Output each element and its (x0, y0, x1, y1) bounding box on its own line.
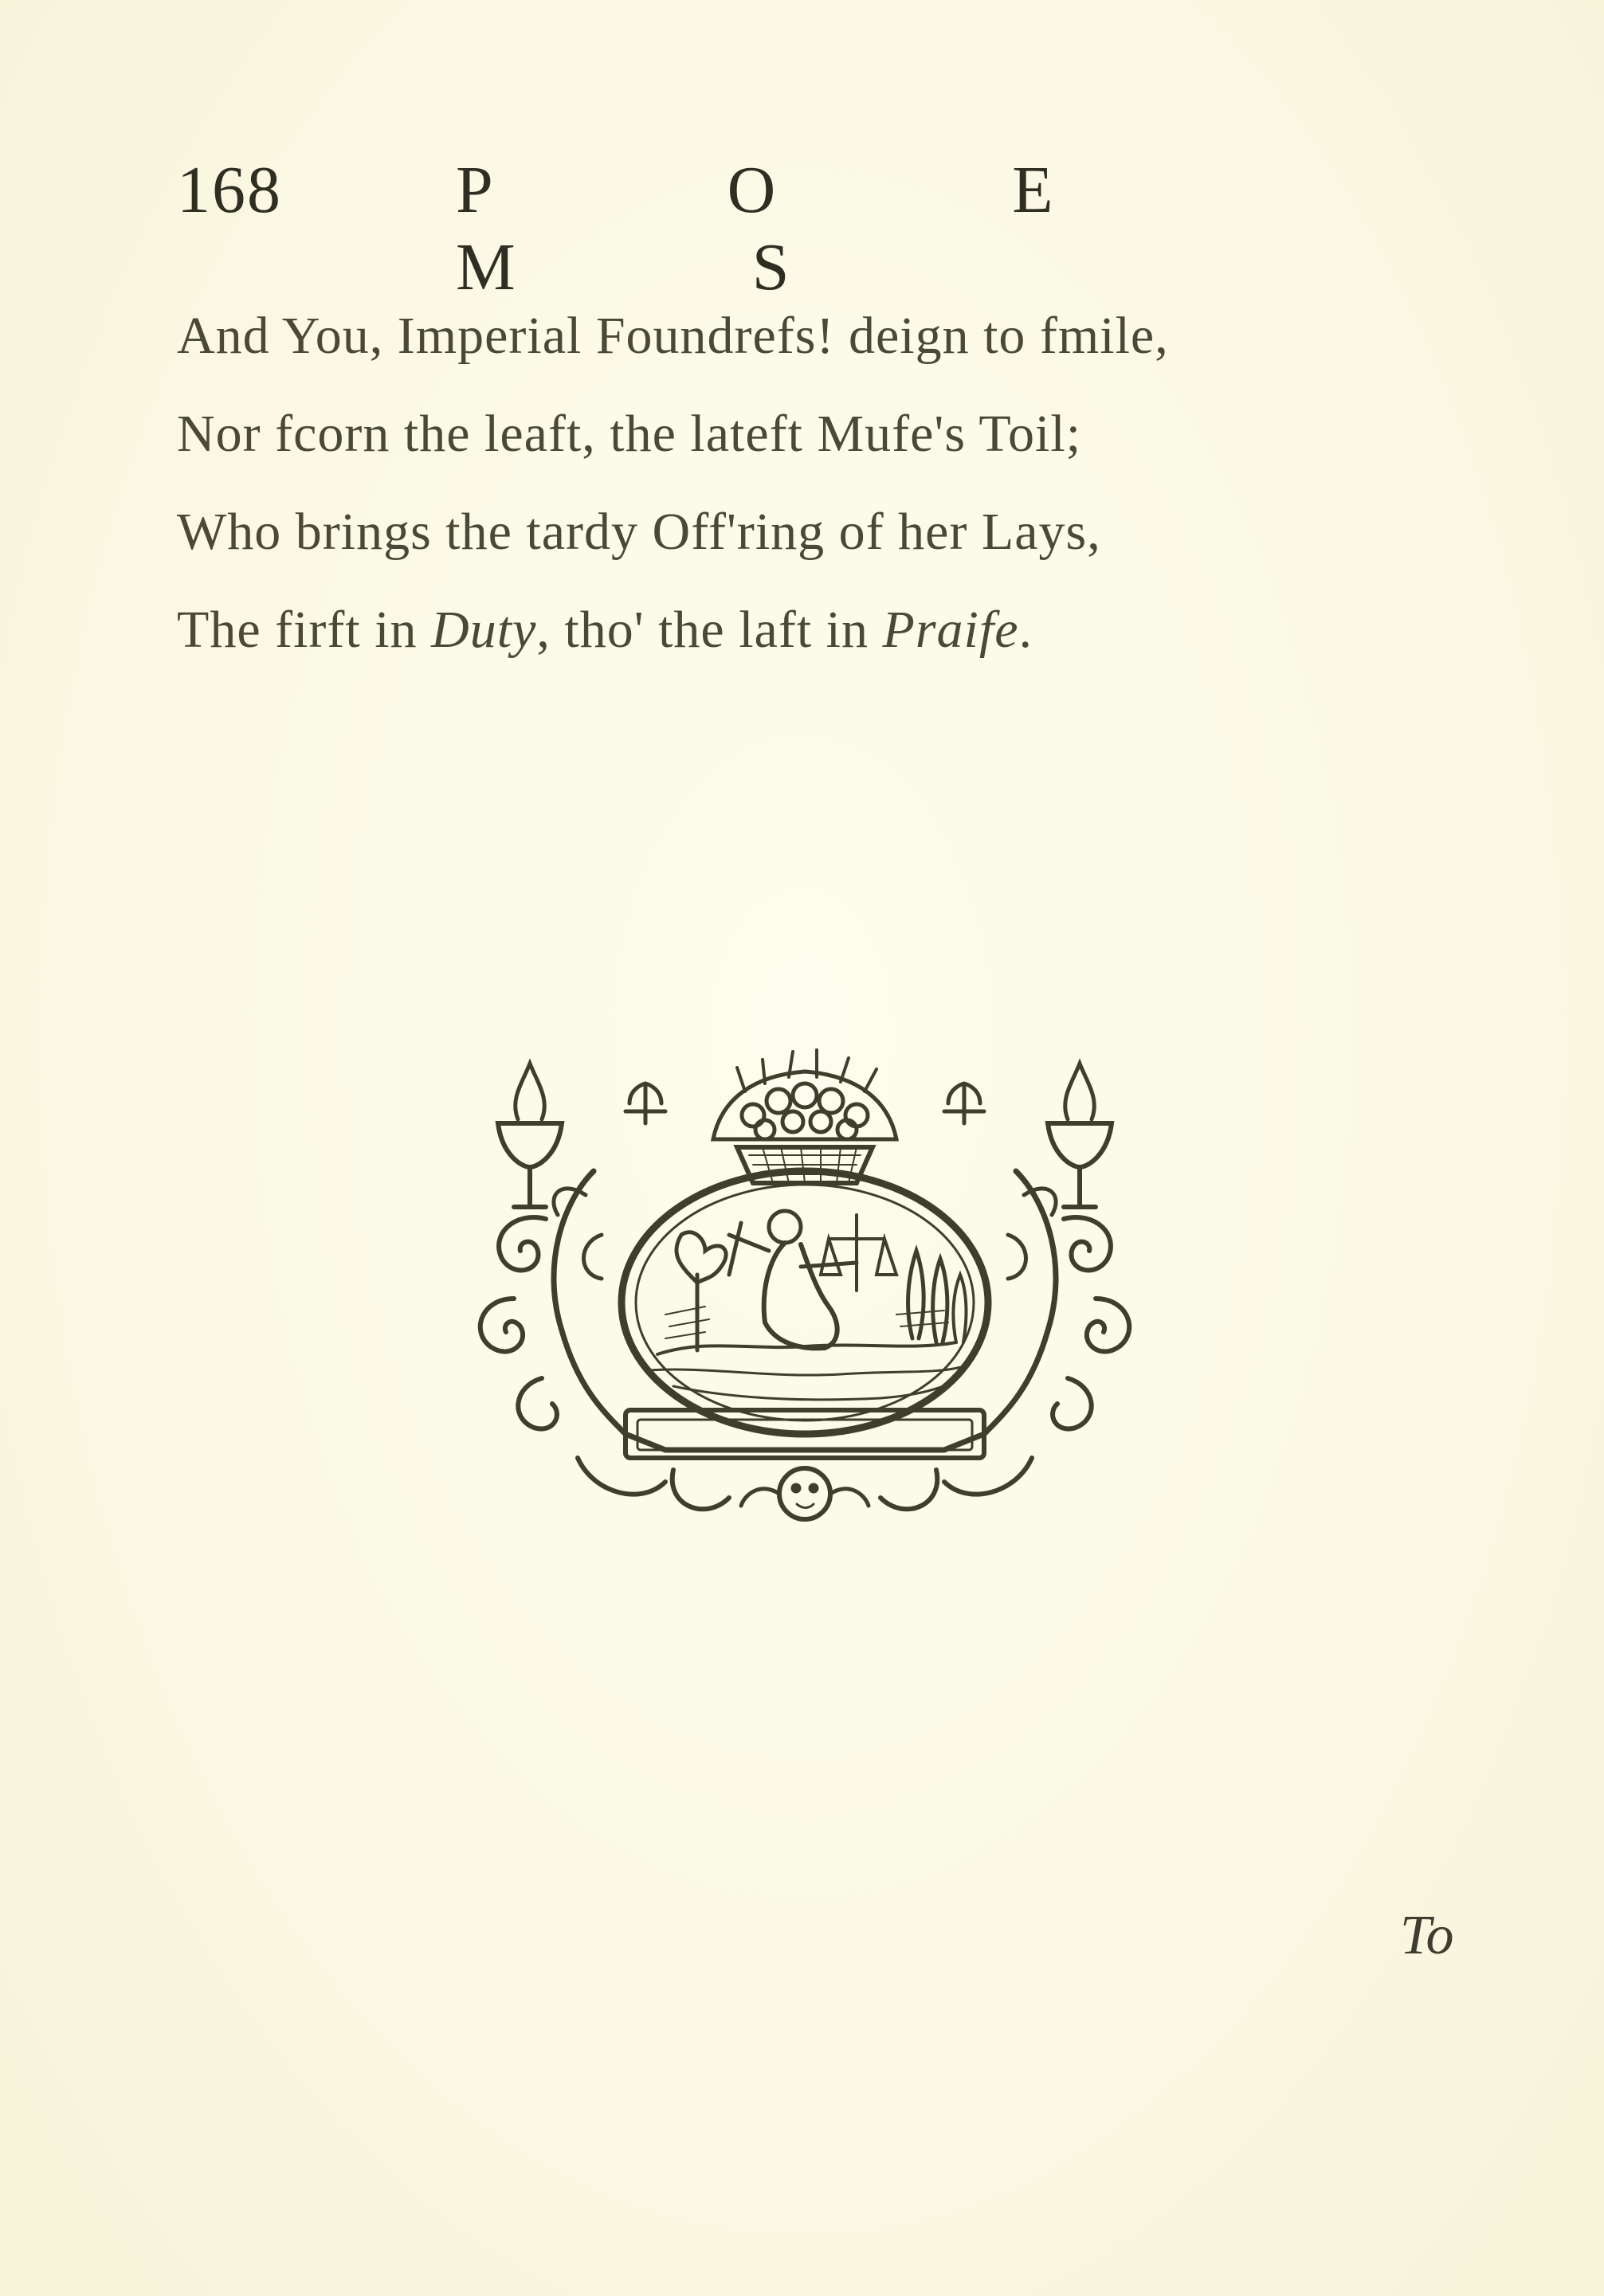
verse-stanza (177, 287, 1372, 679)
verse-line-4-middle: , tho' the laft in (536, 601, 883, 659)
italic-praise: Praife (882, 601, 1019, 659)
verse-line-3: Who brings the tardy Off'ring of her Lays, (177, 503, 1101, 561)
verse-line-4 (177, 581, 1372, 679)
verse-line-4-start: The firft in (177, 601, 432, 659)
catchword: To (1400, 1905, 1454, 1966)
verse-line-1: And You, Imperial Foundrefs! deign to fmile, (177, 307, 1169, 365)
verse-line-2: Nor fcorn the leaft, the lateft Mufe's Toil; (177, 405, 1082, 463)
running-title: P O E M S (456, 153, 1163, 304)
running-head (177, 151, 1213, 304)
verse-line-4-end: . (1018, 601, 1033, 659)
italic-duty: Duty (431, 601, 537, 659)
page-number: 168 (177, 153, 282, 227)
engraved-vignette-justice-icon (466, 1036, 1143, 1538)
